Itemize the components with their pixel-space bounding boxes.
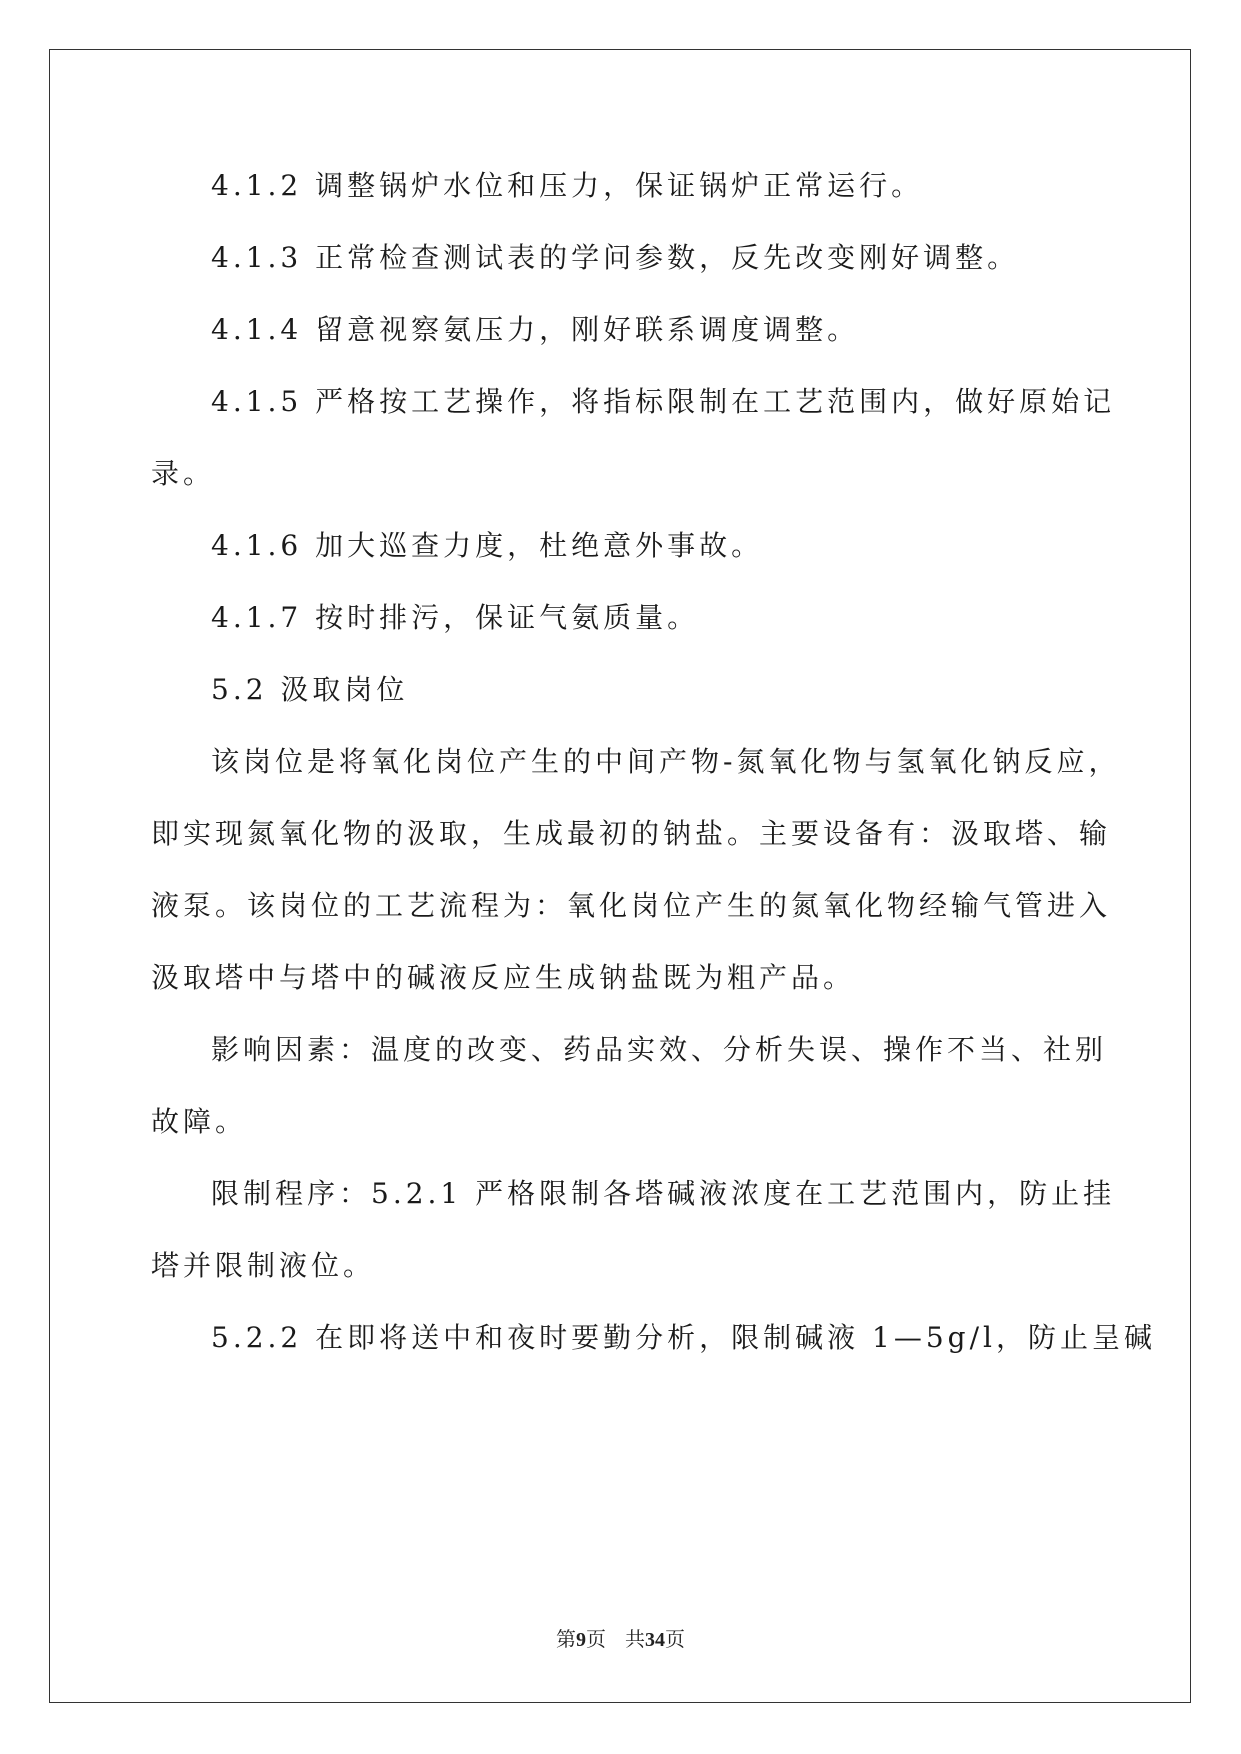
footer-prefix: 第 (555, 1627, 576, 1651)
text-line: 4.1.2 调整锅炉水位和压力，保证锅炉正常运行。 (211, 169, 924, 202)
text-line: 4.1.6 加大巡查力度，杜绝意外事故。 (211, 529, 764, 562)
text-line: 4.1.5 严格按工艺操作，将指标限制在工艺范围内，做好原始记 (211, 385, 1116, 418)
text-line: 5.2 汲取岗位 (211, 673, 409, 706)
paragraph-4-1-5 (151, 366, 1116, 510)
paragraph-process-description (151, 726, 1121, 1014)
text-line: 限制程序：5.2.1 严格限制各塔碱液浓度在工艺范围内，防止挂 (211, 1177, 1116, 1210)
text-line: 4.1.4 留意视察氨压力，刚好联系调度调整。 (211, 313, 860, 346)
paragraph-influencing-factors (151, 1014, 1108, 1158)
paragraph-4-1-2 (151, 150, 1091, 222)
text-line: 影响因素：温度的改变、药品实效、分析失误、操作不当、社别 (211, 1033, 1108, 1066)
paragraph-5-2-2 (151, 1302, 1156, 1374)
text-line: 该岗位是将氧化岗位产生的中间产物-氮氧化物与氢氧化钠反应， (211, 745, 1121, 778)
footer-total-suffix: 页 (665, 1627, 686, 1651)
text-line: 汲取塔中与塔中的碱液反应生成钠盐既为粗产品。 (151, 961, 856, 994)
text-line: 5.2.2 在即将送中和夜时要勤分析，限制碱液 1—5g/l，防止呈碱 (211, 1321, 1156, 1354)
paragraph-4-1-6 (151, 510, 1091, 582)
text-line: 塔并限制液位。 (151, 1249, 376, 1282)
section-heading-5-2 (151, 654, 1091, 726)
text-line: 即实现氮氧化物的汲取，生成最初的钠盐。主要设备有：汲取塔、输 (151, 817, 1112, 850)
paragraph-control-procedure (151, 1158, 1116, 1302)
text-line: 录。 (151, 457, 216, 490)
footer-page-suffix: 页 (585, 1627, 606, 1651)
paragraph-4-1-4 (151, 294, 1091, 366)
footer-total-prefix: 共 (625, 1627, 646, 1651)
page-number: 9 (575, 1629, 586, 1651)
paragraph-4-1-7 (151, 582, 1091, 654)
total-pages: 34 (645, 1629, 666, 1651)
text-line: 4.1.3 正常检查测试表的学问参数，反先改变刚好调整。 (211, 241, 1020, 274)
text-line: 故障。 (151, 1105, 248, 1138)
document-body (151, 150, 1156, 1374)
text-line: 4.1.7 按时排污，保证气氨质量。 (211, 601, 700, 634)
paragraph-4-1-3 (151, 222, 1091, 294)
text-line: 液泵。该岗位的工艺流程为：氧化岗位产生的氮氧化物经输气管进入 (151, 889, 1112, 922)
page-footer (0, 1623, 1241, 1652)
